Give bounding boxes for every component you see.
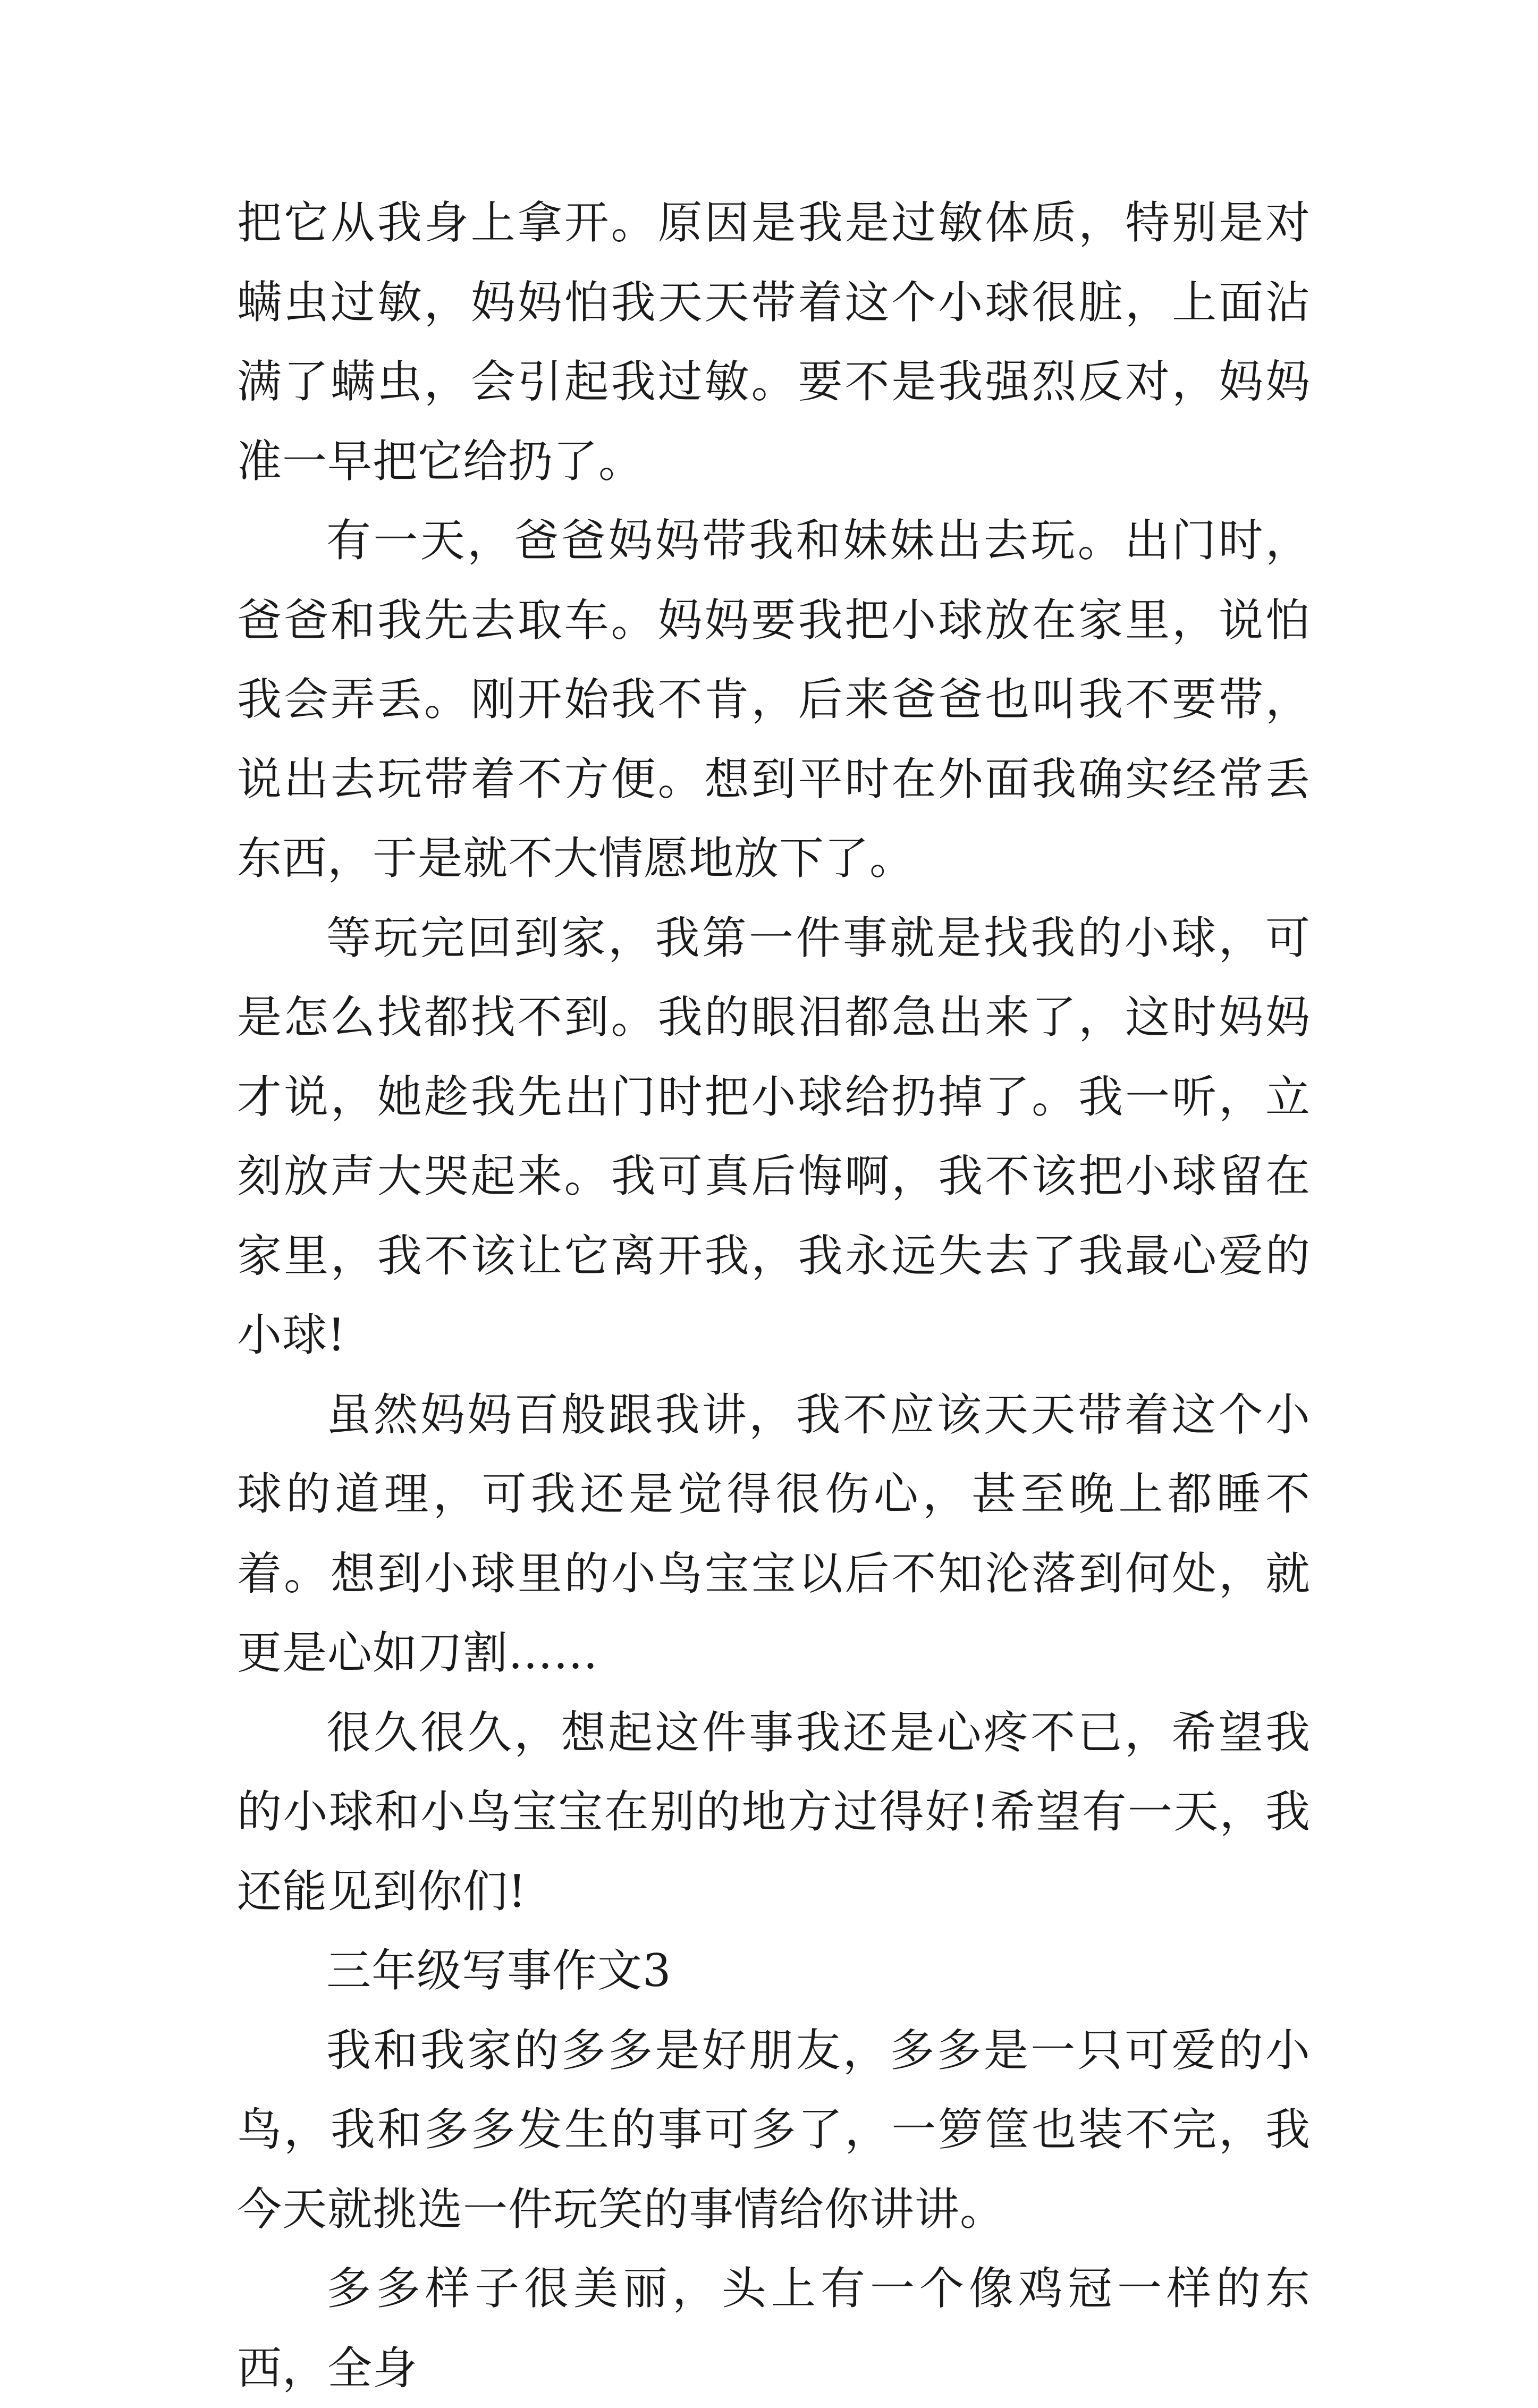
paragraph: 很久很久，想起这件事我还是心疼不已，希望我的小球和小鸟宝宝在别的地方过得好!希望有一天，我还能见到你们! bbox=[237, 1706, 1311, 1917]
section-heading: 三年级写事作文3 bbox=[326, 1945, 672, 1997]
paragraph: 我和我家的多多是好朋友，多多是一只可爱的小鸟，我和多多发生的事可多了，一箩筐也装不完，我今天就挑选一件玩笑的事情给你讲讲。 bbox=[237, 2024, 1311, 2235]
paragraph: 多多样子很美丽，头上有一个像鸡冠一样的东西，全身 bbox=[237, 2262, 1311, 2394]
paragraph: 等玩完回到家，我第一件事就是找我的小球，可是怎么找都找不到。我的眼泪都急出来了，这时妈妈才说，她趁我先出门时把小球给扔掉了。我一听，立刻放声大哭起来。我可真后悔啊，我不该把小球留在家里，我不该让它离开我，我永远失去了我最心爱的小球! bbox=[237, 911, 1311, 1361]
paragraph-continued: 把它从我身上拿开。原因是我是过敏体质，特别是对螨虫过敏，妈妈怕我天天带着这个小球很脏，上面沾满了螨虫，会引起我过敏。要不是我强烈反对，妈妈准一早把它给扔了。 bbox=[237, 197, 1311, 487]
paragraph: 有一天，爸爸妈妈带我和妹妹出去玩。出门时，爸爸和我先去取车。妈妈要我把小球放在家里，说怕我会弄丢。刚开始我不肯，后来爸爸也叫我不要带，说出去玩带着不方便。想到平时在外面我确实经常丢东西，于是就不大情愿地放下了。 bbox=[237, 514, 1311, 884]
document-body bbox=[237, 183, 1311, 2408]
paragraph: 虽然妈妈百般跟我讲，我不应该天天带着这个小球的道理，可我还是觉得很伤心，甚至晚上都睡不着。想到小球里的小鸟宝宝以后不知沦落到何处，就更是心如刀割…… bbox=[237, 1388, 1311, 1679]
